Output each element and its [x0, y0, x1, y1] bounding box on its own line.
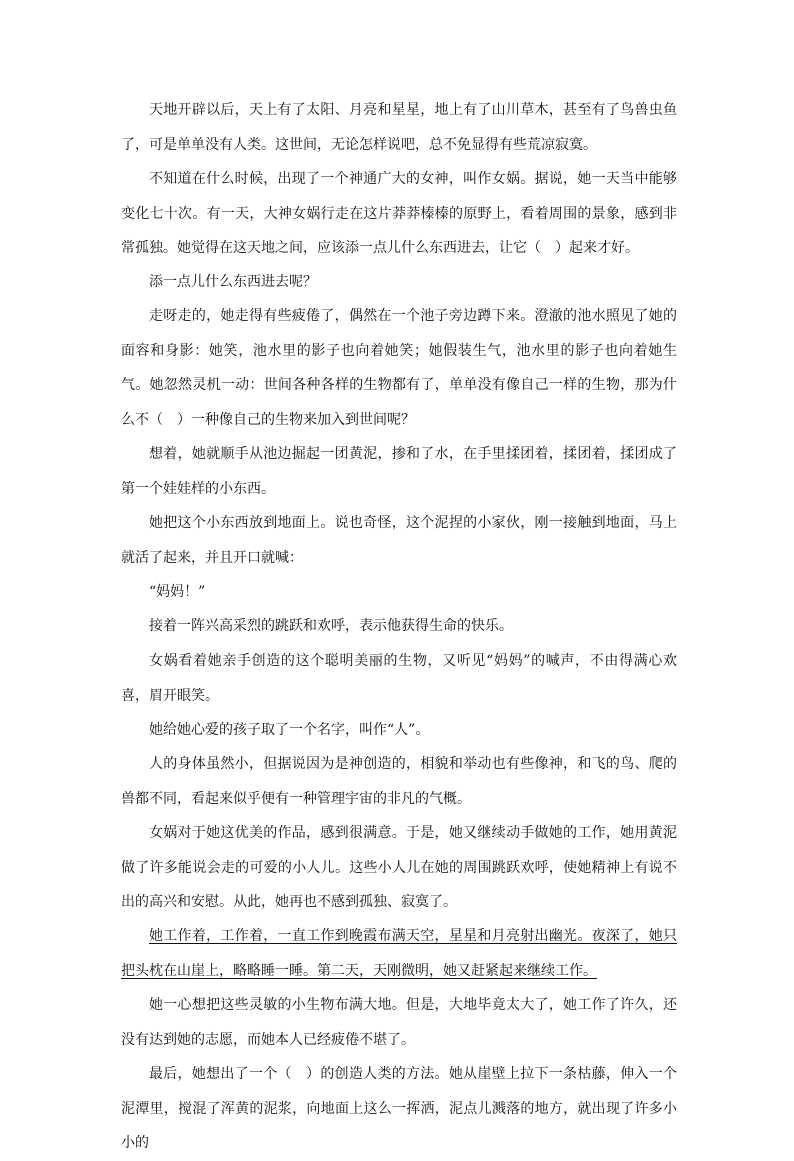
paragraph-2: 不知道在什么时候，出现了一个神通广大的女神，叫作女娲。据说，她一天当中能够变化七十次。有一天，大神女娲行走在这片莽莽榛榛的原野上，看着周围的景象，感到非常孤独。她觉得在这天地之间，应该添一点儿什么东西进去，让它（ ）起来才好。 [121, 171, 677, 256]
paragraph-14: 她一心想把这些灵敏的小生物布满大地。但是，大地毕竟太大了，她工作了许久，还没有达到她的志愿，而她本人已经疲倦不堪了。 [121, 997, 677, 1048]
paragraph-15: 最后，她想出了一个（ ）的创造人类的方法。她从崖壁上拉下一条枯藤，伸入一个泥潭里，搅混了浑黄的泥浆，向地面上这么一挥洒，泥点儿溅落的地方，就出现了许多小小的 [121, 1066, 677, 1151]
paragraph-12: 女娲对于她这优美的作品，感到很满意。于是，她又继续动手做她的工作，她用黄泥做了许多能说会走的可爱的小人儿。这些小人儿在她的周围跳跃欢呼，使她精神上有说不出的高兴和安慰。从此，她再也不感到孤独、寂寞了。 [121, 825, 677, 910]
paragraph-4: 走呀走的，她走得有些疲倦了，偶然在一个池子旁边蹲下来。澄澈的池水照见了她的面容和身影：她笑，池水里的影子也向着她笑；她假装生气，池水里的影子也向着她生气。她忽然灵机一动：世间各种各样的生物都有了，单单没有像自己一样的生物，那为什么不（ ）一种像自己的生物来加入到世间呢？ [121, 308, 677, 428]
paragraph-6: 她把这个小东西放到地面上。说也奇怪，这个泥捏的小家伙，刚一接触到地面，马上就活了起来，并且开口就喊： [121, 515, 677, 566]
paragraph-11: 人的身体虽然小，但据说因为是神创造的，相貌和举动也有些像神，和飞的鸟、爬的兽都不同，看起来似乎便有一种管理宇宙的非凡的气概。 [121, 756, 677, 807]
paragraph-1: 天地开辟以后，天上有了太阳、月亮和星星，地上有了山川草木，甚至有了鸟兽虫鱼了，可是单单没有人类。这世间，无论怎样说吧，总不免显得有些荒凉寂寞。 [121, 102, 677, 153]
paragraph-13-underlined: 她工作着，工作着，一直工作到晚霞布满天空，星星和月亮射出幽光。夜深了，她只把头枕在山崖上，略略睡一睡。第二天，天刚微明，她又赶紧起来继续工作。 [121, 928, 677, 979]
paragraph-7: “妈妈！” [149, 584, 206, 600]
paragraph-9: 女娲看着她亲手创造的这个聪明美丽的生物，又听见“妈妈”的喊声，不由得满心欢喜，眉开眼笑。 [121, 653, 677, 704]
paragraph-10: 她给她心爱的孩子取了一个名字，叫作“人”。 [149, 722, 430, 738]
paragraph-8: 接着一阵兴高采烈的跳跃和欢呼，表示他获得生命的快乐。 [149, 618, 513, 634]
paragraph-3: 添一点儿什么东西进去呢？ [149, 274, 317, 290]
paragraph-5: 想着，她就顺手从池边掘起一团黄泥，掺和了水，在手里揉团着，揉团着，揉团成了第一个娃娃样的小东西。 [121, 446, 677, 497]
